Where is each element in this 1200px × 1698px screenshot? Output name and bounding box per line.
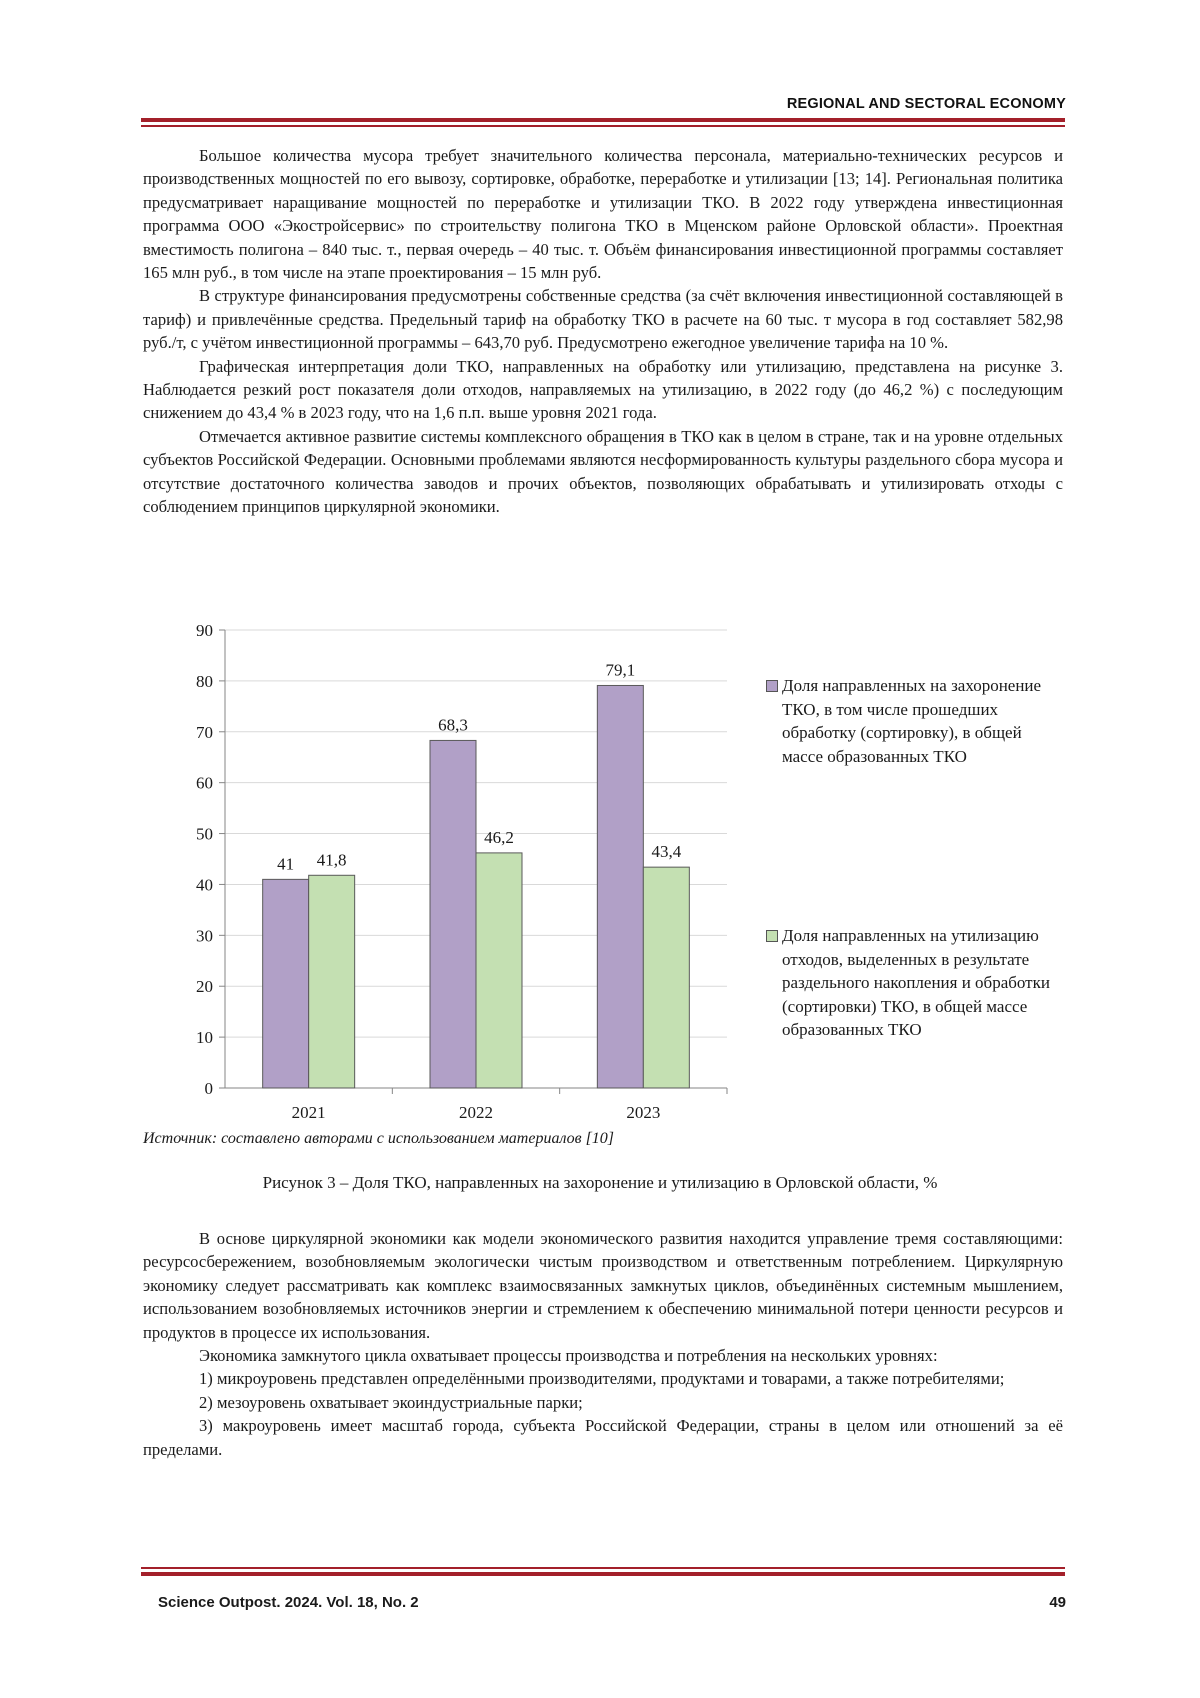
x-tick-label: 2022 [459,1103,493,1122]
paragraph: В структуре финансирования предусмотрены собственные средства (за счёт включения инвестиционной составляющей в тариф) и привлечённые средства. Предельный тариф на обработку ТКО в расчете на 60 тыс. т мусора в год составляет 582,98 руб./т, с учётом инвестиционной программы – 643,70 руб. Предусмотрено ежегодное увеличение тарифа на 10 %. [143,286,1063,353]
y-tick-label: 40 [196,875,213,895]
list-item: 1) микроуровень представлен определёнными производителями, продуктами и товарами, а также потребителями; [199,1369,1005,1389]
bar [476,853,522,1088]
data-label: 46,2 [484,827,514,847]
legend-label-burial: Доля направленных на захоронение ТКО, в том числе прошедших обработку (сортировку), в общей массе образованных ТКО [782,676,1042,766]
y-tick-label: 50 [196,824,213,844]
body-text-bottom [143,1227,1063,1461]
legend-swatch-utilization [766,930,778,942]
journal-citation: Science Outpost. 2024. Vol. 18, No. 2 [158,1594,419,1611]
bar [309,875,355,1088]
x-tick-label: 2021 [291,1103,326,1122]
figure-caption: Рисунок 3 – Доля ТКО, направленных на захоронение и утилизацию в Орловской области, % [262,1173,938,1192]
paragraph: В основе циркулярной экономики как модели экономического развития находится управление тремя составляющими: ресурсосбережением, возобновляемым экологически чистым производством и ответственным потреблением. Циркулярную экономику следует рассматривать как комплекс взаимосвязанных замкнутых циклов, объединённых системным мышлением, использованием возобновляемых источников энергии и стремлением к обеспечению минимальной потери ценности ресурсов и продуктов в процессе их использования. [143,1229,1063,1342]
paragraph: Большое количества мусора требует значительного количества персонала, материально-технических ресурсов и производственных мощностей по его вывозу, сортировке, обработке, переработке и утилизации [13; 14]. Региональная политика предусматривает наращивание мощностей по переработке и утилизации ТКО. В 2022 году утверждена инвестиционная программа ООО «Экостройсервис» по строительству полигона ТКО в Мценском районе Орловской области». Проектная вместимость полигона – 840 тыс. т., первая очередь – 40 тыс. т. Объём финансирования инвестиционной программы составляет 165 млн руб., в том числе на этапе проектирования – 15 млн руб. [143,146,1063,283]
bar [643,867,689,1088]
list-item: 2) мезоуровень охватывает экоиндустриальные парки; [199,1392,583,1412]
running-header: REGIONAL AND SECTORAL ECONOMY [786,96,1066,112]
x-tick-label: 2023 [626,1103,661,1122]
page-number: 49 [1049,1594,1066,1611]
data-label: 79,1 [605,660,636,680]
paragraph: Отмечается активное развитие системы комплексного обращения в ТКО как в целом в стране, так и на уровне отдельных субъектов Российской Федерации. Основными проблемами являются несформированность культуры раздельного сбора мусора и отсутствие достаточного количества заводов и прочих объектов, позволяющих обрабатывать и утилизировать отходы с соблюдением принципов циркулярной экономики. [143,426,1063,517]
data-label: 41,8 [316,850,347,870]
list-item: 3) макроуровень имеет масштаб города, субъекта Российской Федерации, страны в целом или отношений за её пределами. [143,1416,1063,1459]
header-rule-thin [141,125,1065,127]
bar [597,685,643,1088]
y-tick-label: 0 [204,1079,213,1098]
data-label: 41 [277,854,295,874]
y-tick-label: 30 [196,926,213,946]
body-text-top [143,144,1063,519]
bar [430,740,476,1088]
data-label: 43,4 [651,842,682,862]
bar [263,879,309,1088]
legend-label-utilization: Доля направленных на утилизацию отходов, выделенных в результате раздельного накопления и обработки (сортировки) ТКО, в общей массе образованных ТКО [782,926,1050,1040]
y-tick-label: 20 [196,977,213,997]
y-tick-label: 60 [196,773,213,793]
data-label: 68,3 [438,715,468,735]
y-tick-label: 80 [196,671,213,691]
bar-chart [180,612,740,1132]
figure-source: Источник: составлено авторами с использованием материалов [10] [143,1130,615,1147]
paragraph: Экономика замкнутого цикла охватывает процессы производства и потребления на нескольких уровнях: [199,1346,938,1366]
paragraph: Графическая интерпретация доли ТКО, направленных на обработку или утилизацию, представлена на рисунке 3. Наблюдается резкий рост показателя доли отходов, направляемых на утилизацию, в 2022 году (до 46,2 %) с последующим снижением до 43,4 % в 2023 году, что на 1,6 п.п. выше уровня 2021 года. [143,356,1063,423]
y-tick-label: 70 [196,722,213,742]
y-tick-label: 10 [196,1028,213,1048]
y-tick-label: 90 [196,621,213,640]
legend-swatch-burial [766,680,778,692]
header-rule [141,118,1065,122]
footer-rule-thin [141,1567,1065,1569]
footer-rule [141,1572,1065,1576]
